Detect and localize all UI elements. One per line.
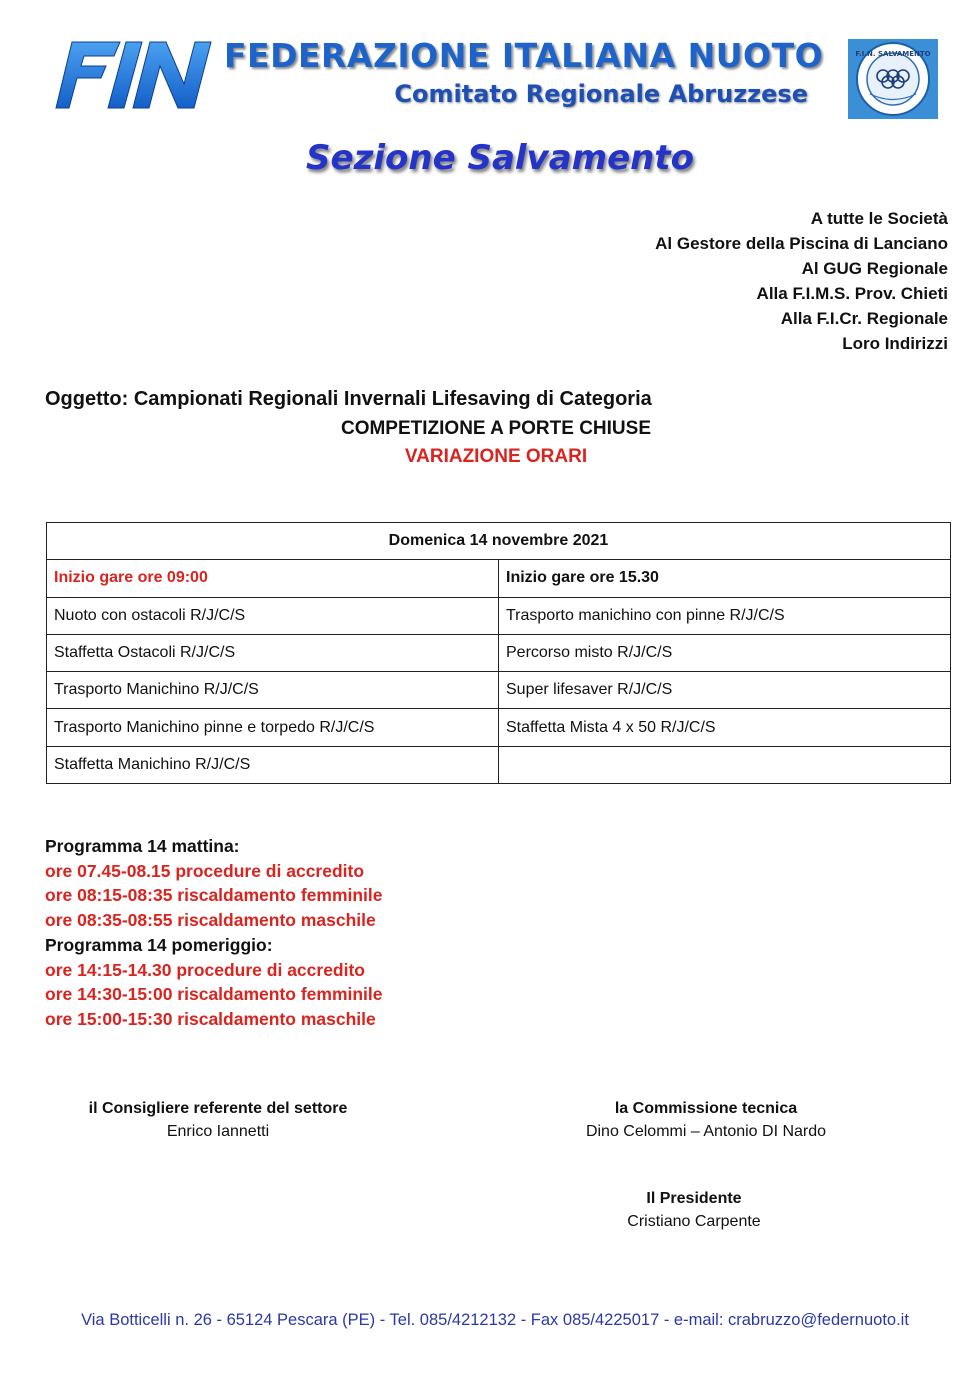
fin-salvamento-seal — [848, 39, 938, 119]
recipient: Alla F.I.M.S. Prov. Chieti — [756, 284, 948, 303]
recipient: Alla F.I.Cr. Regionale — [780, 309, 948, 328]
table-row — [47, 597, 951, 634]
program-item: ore 08:15-08:35 riscaldamento femminile — [45, 885, 383, 906]
councillor-signature — [60, 1097, 376, 1143]
recipient: A tutte le Società — [810, 209, 948, 228]
president-role: Il Presidente — [646, 1190, 742, 1207]
morning-event: Trasporto Manichino R/J/C/S — [47, 672, 499, 709]
afternoon-event: Percorso misto R/J/C/S — [499, 634, 951, 671]
afternoon-event: Staffetta Mista 4 x 50 R/J/C/S — [499, 709, 951, 746]
program-afternoon-title: Programma 14 pomeriggio: — [45, 934, 273, 955]
recipient: Al GUG Regionale — [801, 259, 948, 278]
morning-event: Staffetta Ostacoli R/J/C/S — [47, 634, 499, 671]
afternoon-start: Inizio gare ore 15.30 — [499, 560, 951, 597]
councillor-role: il Consigliere referente del settore — [88, 1100, 348, 1117]
morning-event: Trasporto Manichino pinne e torpedo R/J/C/S — [47, 709, 499, 746]
president-signature — [546, 1187, 842, 1233]
president-name: Cristiano Carpente — [627, 1213, 761, 1230]
footer-contact: Via Botticelli n. 26 - 65124 Pescara (PE) - Tel. 085/4212132 - Fax 085/4225017 - e-mail: crabruzzo@federnuoto.it — [81, 1311, 909, 1329]
schedule-variation-note: VARIAZIONE ORARI — [404, 446, 588, 467]
recipient: Al Gestore della Piscina di Lanciano — [655, 234, 948, 253]
commission-names: Dino Celommi – Antonio DI Nardo — [585, 1123, 827, 1140]
fin-logo — [54, 38, 214, 113]
table-row — [47, 634, 951, 671]
recipients-block — [655, 206, 948, 356]
program-item: ore 14:15-14.30 procedure di accredito — [45, 959, 365, 980]
seal-text: F.I.N. SALVAMENTO — [855, 50, 931, 58]
morning-event: Nuoto con ostacoli R/J/C/S — [47, 597, 499, 634]
afternoon-event: Trasporto manichino con pinne R/J/C/S — [499, 597, 951, 634]
table-row — [47, 709, 951, 746]
program-item: ore 07.45-08.15 procedure di accredito — [45, 860, 365, 881]
program-morning-title: Programma 14 mattina: — [45, 836, 240, 856]
councillor-name: Enrico Iannetti — [166, 1123, 270, 1140]
competition-note: COMPETIZIONE A PORTE CHIUSE — [340, 418, 651, 439]
program-item: ore 15:00-15:30 riscaldamento maschile — [45, 1008, 376, 1029]
subject-line: Oggetto: Campionati Regionali Invernali Lifesaving di Categoria — [45, 388, 652, 410]
recipient: Loro Indirizzi — [842, 334, 948, 353]
commission-role: la Commissione tecnica — [614, 1100, 798, 1117]
table-row — [47, 672, 951, 709]
schedule-table — [46, 522, 951, 784]
table-row — [47, 523, 951, 560]
schedule-date: Domenica 14 novembre 2021 — [47, 523, 951, 560]
morning-event: Staffetta Manichino R/J/C/S — [47, 746, 499, 783]
commission-signature — [546, 1097, 866, 1143]
committee-name: Comitato Regionale Abruzzese — [394, 80, 808, 108]
afternoon-event: Super lifesaver R/J/C/S — [499, 672, 951, 709]
program-block — [45, 834, 383, 1032]
program-item: ore 14:30-15:00 riscaldamento femminile — [45, 984, 383, 1005]
section-title: Sezione Salvamento — [306, 138, 694, 178]
program-item: ore 08:35-08:55 riscaldamento maschile — [45, 910, 376, 931]
federation-name: FEDERAZIONE ITALIANA NUOTO — [224, 36, 824, 75]
table-row — [47, 560, 951, 597]
afternoon-event — [499, 746, 951, 783]
table-row — [47, 746, 951, 783]
morning-start: Inizio gare ore 09:00 — [47, 560, 499, 597]
svg-text:FIN: FIN — [134, 111, 138, 113]
